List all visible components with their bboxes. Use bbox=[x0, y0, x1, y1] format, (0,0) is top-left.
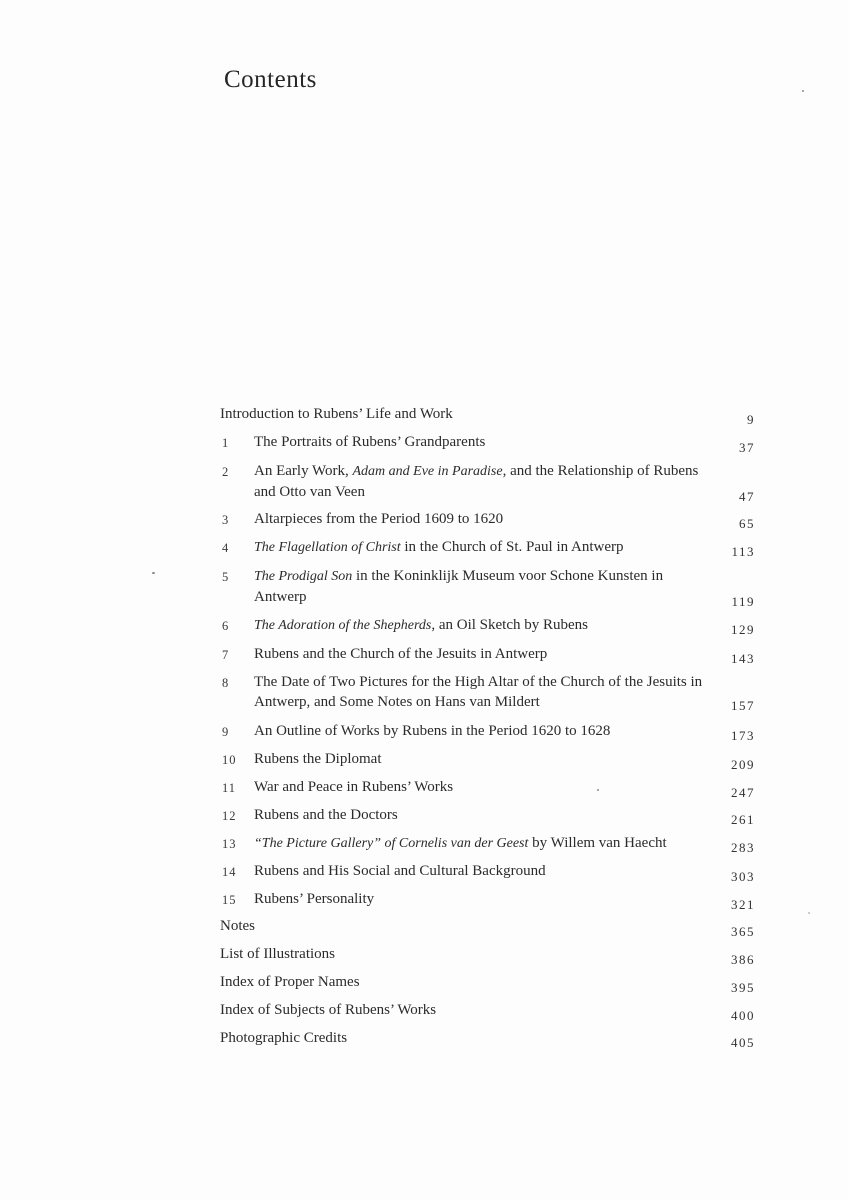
entry-title-text: An Early Work, bbox=[254, 463, 353, 479]
entry-page-number: 209 bbox=[731, 757, 755, 772]
entry-title: Rubens and the Church of the Jesuits in Antwerp bbox=[254, 646, 548, 662]
artwork-title: Adam and Eve in Paradise bbox=[352, 464, 503, 479]
entry-page-number: 157 bbox=[731, 698, 755, 713]
entry-page-number: 386 bbox=[731, 952, 755, 967]
entry-title bbox=[254, 566, 706, 607]
artwork-title: The Adoration of the Shepherds bbox=[254, 618, 432, 633]
entry-page-number: 129 bbox=[731, 622, 755, 637]
entry-page-number: 365 bbox=[731, 924, 755, 939]
entry-title: Rubens and His Social and Cultural Background bbox=[254, 863, 546, 879]
entry-title-text: by Willem van Haecht bbox=[528, 835, 667, 851]
entry-title bbox=[254, 615, 706, 636]
entry-page-number: 303 bbox=[731, 869, 755, 884]
chapter-number: 12 bbox=[222, 809, 237, 823]
chapter-number: 8 bbox=[222, 676, 230, 690]
chapter-number: 14 bbox=[222, 865, 237, 879]
chapter-number: 9 bbox=[222, 725, 230, 739]
entry-page-number: 37 bbox=[739, 440, 755, 455]
entry-title-text: , and the Relationship of Rubens and Otto van Veen bbox=[254, 463, 699, 500]
paper-speck bbox=[152, 572, 155, 574]
entry-page-number: 321 bbox=[731, 897, 755, 912]
entry-title: List of Illustrations bbox=[220, 946, 335, 962]
entry-title: Rubens’ Personality bbox=[254, 891, 375, 907]
paper-speck bbox=[597, 789, 599, 791]
entry-title: Altarpieces from the Period 1609 to 1620 bbox=[254, 511, 504, 527]
entry-page-number: 400 bbox=[731, 1008, 755, 1023]
entry-page-number: 283 bbox=[731, 840, 755, 855]
chapter-number: 3 bbox=[222, 513, 230, 527]
chapter-number: 11 bbox=[222, 781, 237, 795]
entry-title: The Date of Two Pictures for the High Altar of the Church of the Jesuits in Antwerp, and Some Notes on Hans van Mildert bbox=[254, 674, 703, 710]
chapter-number: 1 bbox=[222, 436, 230, 450]
paper-speck bbox=[802, 90, 804, 92]
entry-page-number: 395 bbox=[731, 980, 755, 995]
entry-title bbox=[254, 461, 706, 502]
chapter-number: 10 bbox=[222, 753, 237, 767]
entry-title: Rubens the Diplomat bbox=[254, 751, 382, 767]
entry-page-number: 47 bbox=[739, 489, 755, 504]
entry-title: An Outline of Works by Rubens in the Period 1620 to 1628 bbox=[254, 723, 611, 739]
entry-title bbox=[254, 537, 706, 558]
entry-title-text: , an Oil Sketch by Rubens bbox=[431, 617, 588, 633]
chapter-number: 5 bbox=[222, 570, 230, 584]
entry-page-number: 119 bbox=[731, 594, 755, 609]
entry-title: Index of Subjects of Rubens’ Works bbox=[220, 1002, 437, 1018]
entry-title: Rubens and the Doctors bbox=[254, 807, 398, 823]
artwork-title: The Flagellation of Christ bbox=[254, 540, 401, 555]
entry-title: Photographic Credits bbox=[220, 1030, 348, 1046]
chapter-number: 4 bbox=[222, 541, 230, 555]
entry-page-number: 9 bbox=[747, 412, 755, 427]
entry-title: The Portraits of Rubens’ Grandparents bbox=[254, 434, 486, 450]
entry-page-number: 113 bbox=[731, 544, 755, 559]
artwork-title: The Prodigal Son bbox=[254, 569, 353, 584]
entry-page-number: 405 bbox=[731, 1035, 755, 1050]
entry-page-number: 261 bbox=[731, 812, 755, 827]
entry-title-text: in the Koninklijk Museum voor Schone Kunsten in Antwerp bbox=[254, 568, 664, 605]
entry-page-number: 143 bbox=[731, 651, 755, 666]
chapter-number: 6 bbox=[222, 619, 230, 633]
entry-title bbox=[254, 833, 706, 854]
chapter-number: 15 bbox=[222, 893, 237, 907]
entry-page-number: 173 bbox=[731, 728, 755, 743]
chapter-number: 7 bbox=[222, 648, 230, 662]
page-title: Contents bbox=[224, 66, 317, 93]
entry-title: Notes bbox=[220, 918, 255, 934]
paper-speck bbox=[808, 912, 810, 914]
chapter-number: 2 bbox=[222, 465, 230, 479]
chapter-number: 13 bbox=[222, 837, 237, 851]
entry-title: Index of Proper Names bbox=[220, 974, 360, 990]
entry-page-number: 65 bbox=[739, 516, 755, 531]
entry-title-text: in the Church of St. Paul in Antwerp bbox=[400, 539, 624, 555]
artwork-title: “The Picture Gallery” of Cornelis van der Geest bbox=[254, 836, 529, 851]
entry-page-number: 247 bbox=[731, 785, 755, 800]
entry-title: War and Peace in Rubens’ Works bbox=[254, 779, 454, 795]
entry-title: Introduction to Rubens’ Life and Work bbox=[220, 406, 453, 422]
